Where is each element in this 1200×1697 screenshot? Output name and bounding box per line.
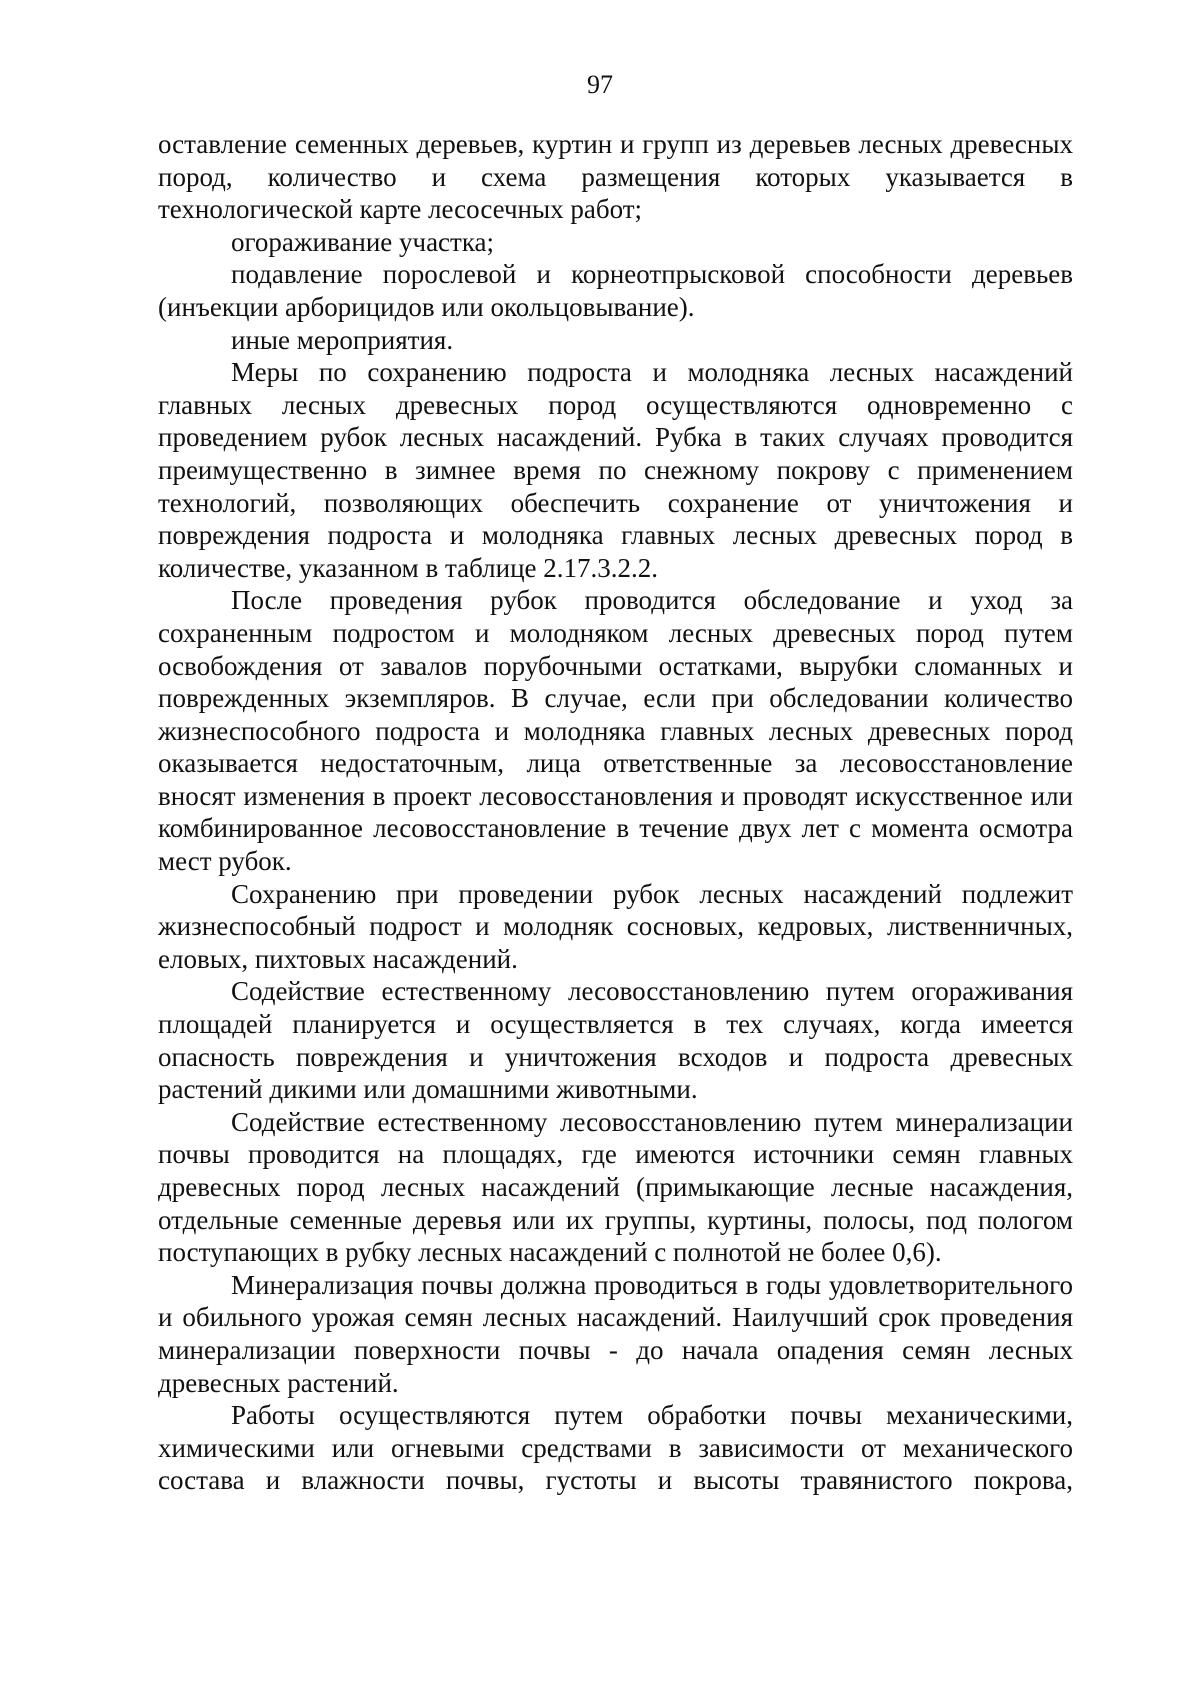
paragraph-fencing: огораживание участка; bbox=[231, 226, 495, 257]
document-body bbox=[158, 128, 1073, 1497]
paragraph-soil-mineralization: Содействие естественному лесовосстановлению путем минерализации почвы проводится на площадях, где имеются источники семян главных древесных пород лесных насаждений (примыкающие лесные насаждения, отдельные семенные деревья или их группы, куртины, полосы, под пологом поступающих в рубку лесных насаждений с полнотой не более 0,6). bbox=[158, 1106, 1073, 1268]
page-number: 97 bbox=[587, 70, 613, 99]
paragraph-fencing-areas: Содействие естественному лесовосстановлению путем огораживания площадей планируется и осуществляется в тех случаях, когда имеется опасность повреждения и уничтожения всходов и подроста древесных растений дикими или домашними животными. bbox=[158, 976, 1073, 1105]
paragraph-undergrowth-preservation: Меры по сохранению подроста и молодняка лесных насаждений главных лесных древесных пород осуществляются одновременно с проведением рубок лесных насаждений. Рубка в таких случаях проводится преимущественно в зимнее время по снежному покрову с применением технологий, позволяющих обеспечить сохранение от уничтожения и повреждения подроста и молодняка главных лесных древесных пород в количестве, указанном в таблице 2.17.3.2.2. bbox=[158, 357, 1073, 583]
paragraph-preservation-species: Сохранению при проведении рубок лесных насаждений подлежит жизнеспособный подрост и молодняк сосновых, кедровых, лиственничных, еловых, пихтовых насаждений. bbox=[158, 878, 1073, 974]
paragraph-suppression: подавление порослевой и корнеотпрысковой способности деревьев (инъекции арборицидов или окольцовывание). bbox=[158, 259, 1073, 322]
paragraph-other-measures: иные мероприятия. bbox=[231, 324, 454, 355]
paragraph-works-methods: Работы осуществляются путем обработки почвы механическими, химическими или огневыми средствами в зависимости от механического состава и влажности почвы, густоты и высоты травянистого покрова, bbox=[158, 1400, 1073, 1496]
paragraph-mineralization-timing: Минерализация почвы должна проводиться в годы удовлетворительного и обильного урожая семян лесных насаждений. Наилучший срок проведения минерализации поверхности почвы - до начала опадения семян лесных древесных растений. bbox=[158, 1269, 1073, 1398]
paragraph-seed-trees: оставление семенных деревьев, куртин и групп из деревьев лесных древесных пород, количество и схема размещения которых указывается в технологической карте лесосечных работ; bbox=[158, 129, 1073, 225]
paragraph-after-felling: После проведения рубок проводится обследование и уход за сохраненным подростом и молодняком лесных древесных пород путем освобождения от завалов порубочными остатками, вырубки сломанных и поврежденных экземпляров. В случае, если при обследовании количество жизнеспособного подроста и молодняка главных лесных древесных пород оказывается недостаточным, лица ответственные за лесовосстановление вносят изменения в проект лесовосстановления и проводят искусственное или комбинированное лесовосстановление в течение двух лет с момента осмотра мест рубок. bbox=[158, 585, 1073, 877]
